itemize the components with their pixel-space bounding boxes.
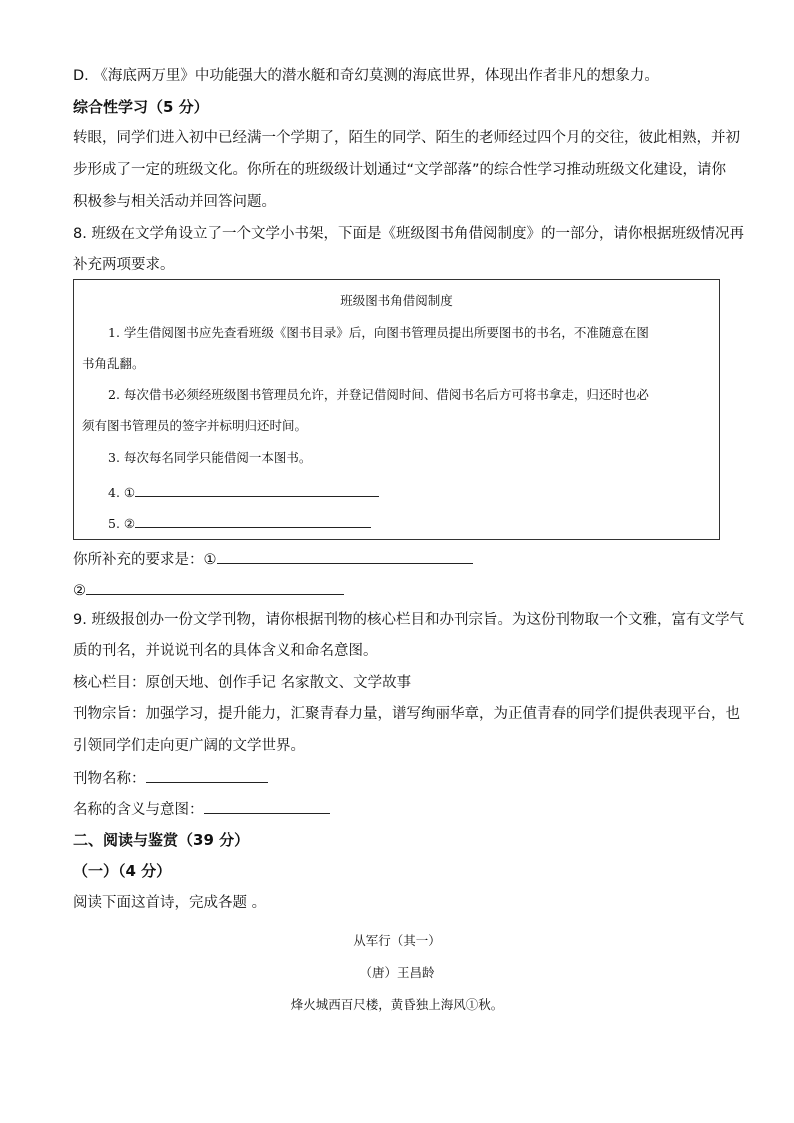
answer-blank-1[interactable] [217,548,473,564]
answer-line-2 [73,579,344,601]
rule-2-line-2: 须有图书管理员的签字并标明归还时间。 [82,418,308,433]
rule-4-label: 4. ① [108,485,136,500]
rule-1-line-1: 1. 学生借阅图书应先查看班级《图书目录》后，向图书管理员提出所要图书的书名，不准随意在图 [108,325,649,340]
question-8-line-1: 8. 班级在文学角设立了一个文学小书架，下面是《班级图书角借阅制度》的一部分，请你根据班级情况再 [73,226,744,242]
poem-title: 从军行（其一） [353,933,441,948]
purpose-line-1: 刊物宗旨：加强学习，提升能力，汇聚青春力量，谱写绚丽华章，为正值青春的同学们提供表现平台，也 [73,706,740,722]
journal-name-label: 刊物名称： [73,771,146,787]
rule-4 [108,481,379,502]
section-comprehensive-heading: 综合性学习（5 分） [73,98,209,116]
intro-line-2: 步形成了一定的班级文化。你所在的班级级计划通过“文学部落”的综合性学习推动班级文化建设，请你 [73,162,727,178]
question-9-line-1: 9. 班级报创办一份文学刊物，请你根据刊物的核心栏目和办刊宗旨。为这份刊物取一个文雅，富有文学气 [73,612,744,628]
rules-title: 班级图书角借阅制度 [340,293,453,308]
rule-4-blank[interactable] [135,481,379,497]
answer-label: 你所补充的要求是：① [73,552,217,568]
rule-2-line-1: 2. 每次借书必须经班级图书管理员允许，并登记借阅时间、借阅书名后方可将书拿走，归还时也必 [108,387,649,402]
intro-line-1: 转眼，同学们进入初中已经满一个学期了，陌生的同学、陌生的老师经过四个月的交往，彼此相熟，并初 [73,130,740,146]
read-instruction: 阅读下面这首诗，完成各题 。 [73,895,267,911]
journal-name-blank[interactable] [146,767,268,783]
rules-box [73,279,720,540]
rule-5-label: 5. ② [108,516,136,531]
option-d: D. 《海底两万里》中功能强大的潜水艇和奇幻莫测的海底世界，体现出作者非凡的想象力。 [73,68,659,84]
intro-line-3: 积极参与相关活动并回答问题。 [73,194,276,210]
answer-blank-2[interactable] [86,579,344,595]
meaning-line [73,798,330,820]
question-9-line-2: 质的刊名，并说说刊名的具体含义和命名意图。 [73,643,378,659]
rule-5 [108,512,371,533]
section-reading-heading: 二、阅读与鉴赏（39 分） [73,831,250,849]
answer-line-1 [73,548,473,570]
journal-name-line [73,767,268,789]
purpose-line-2: 引领同学们走向更广阔的文学世界。 [73,738,305,754]
core-columns: 核心栏目：原创天地、创作手记 名家散文、文学故事 [73,675,412,691]
meaning-blank[interactable] [204,798,330,814]
meaning-label: 名称的含义与意图： [73,802,204,818]
sub-section-one: （一）（4 分） [73,862,172,880]
rule-5-blank[interactable] [135,512,371,528]
rule-1-line-2: 书角乱翻。 [82,356,145,371]
answer-2-label: ② [73,583,86,599]
question-8-line-2: 补充两项要求。 [73,257,175,273]
poem-line-1: 烽火城西百尺楼，黄昏独上海风①秋。 [290,997,504,1012]
rule-3: 3. 每次每名同学只能借阅一本图书。 [108,450,312,465]
poem-author: （唐）王昌龄 [359,965,435,980]
